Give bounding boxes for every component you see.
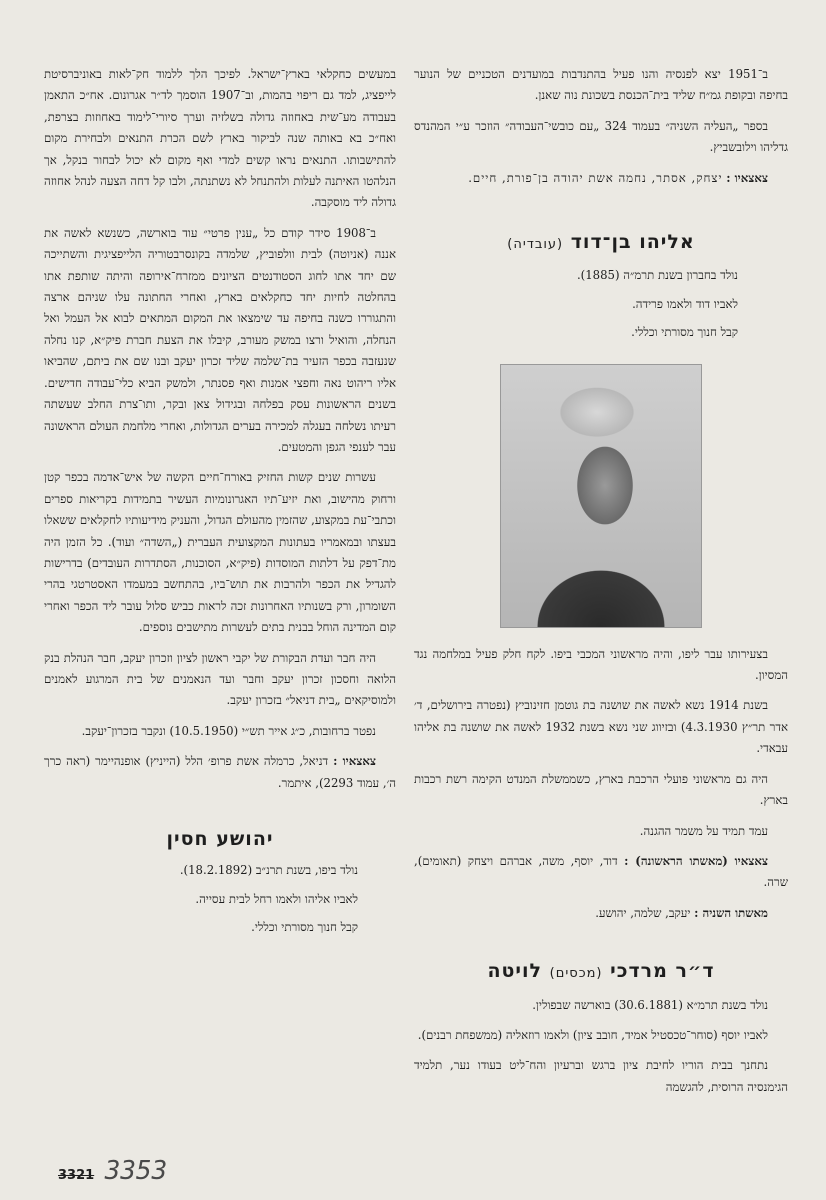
paragraph: עמד תמיד על משמר ההגנה.	[639, 823, 768, 838]
birth-line: נולד בחברון בשנת תרמ״ה (1885).	[576, 268, 738, 283]
descendants-text: דניאל, כרמלה אשת פרופ׳ הלל (הייניץ) אופנהיימר (ראה כרך ה׳, עמוד 2293), איתמר.	[44, 754, 396, 790]
paragraph: ב־1908 סידר קודם כל „ענין פרטי״ עוד בוארשה, כשנשא לאשה את אננה (אניוטה) לבית וולפוביץ, שלמדה בקונסרבטוריה הלייפציגית והשתייכה שם יחד אתו לחוג הסטודנטים הציונים ממזרח־אירופה והיתה שותפת אתו בהחלטה לחיות יחד כחקלאים בארץ, ואחרי החתונה עלו שניהם ארצה והתגוררו כשנה בחיפה עד שימצאו את המקום המתאים לבוא אל העמל ואל הנחלה, והואיל ורצו במשק מעורב, קיבלו את הצעת חברת פיק״א, קנו נחלה שנעזבה בכפר הזעיר בת־שלמה שליד זכרון יעקב ובנו שם את ביתם, שהביאו אליו ריהוט נאה וחפצי אמנות ואף פסנתר, ולמשק הביא כלי־עבודה חדישים. בשנים הראשונות עסק בפלחה ובגידול צאן ובקר, ותו־צרת החלב שעשתה רעיתו נשלחה בעגלה למכירה בערים הגדולות, ואחרי מלחמת העולם הראשונה עבר לענפי הגפן והמטעים.	[44, 225, 396, 454]
education-line: קבל חנוך מסורתי וכללי.	[631, 325, 738, 340]
descendants-text: יצחק, אסתר, נחמה אשת יהודה בן־פורת, חיים.	[468, 170, 723, 185]
paragraph: בצעירותו עבר ליפו, והיה מראשוני המכבי ביפו. לקח חלק פעיל במלחמה נגד המסיון.	[414, 646, 788, 683]
paragraph: עשרות שנים קשות החזיק באורח־חיים הקשה של איש־אדמה בכפר קטן ורחוק מהישוב, ואת יזיע־תיו האגרונומיות העשיר בתמידות בקריאות ספרים וכתבי־עת במקצוע, שהזמין מהעולם הגדול, והעניק מידיעותיו לחקלאים ששאלו בעצתו ובמאמריו בעתונות המקצועית העברית („השדה״ ועוד). כל הזמן היה מת־דפק על דלתות המוסדות (פיק״א, הסוכנות, הסתדרות העובדים) בדרישות להגדיל את הכפר ולהרבות את תוש־ביו, בהתחשב במעמדו האסטרטגי בהרי השומרון, ורק בשנותיו האחרונות זכה לראות כביש סלול עובר ליד הכפר ואחרי קום המדינה הוחל בבנית בתים לעשרות מתישבים נוספים.	[44, 470, 396, 635]
paragraph: בספר „העליה השניה״ בעמוד 324 „עם כובשי־העבודה״ הוזכר ע״י המהנדס גדליהו וילובשביץ.	[414, 118, 788, 155]
person-surname: לויטה	[487, 960, 543, 983]
birth-details	[44, 860, 396, 938]
paragraph: נולד בשנת תרמ״א (30.6.1881) בוארשה שבפולין.	[532, 997, 768, 1012]
person-alias: (עובדיה)	[507, 237, 564, 253]
person-alias: (מכסים)	[549, 966, 603, 982]
paragraph: ב־1951 יצא לפנסיה והנו פעיל בהתנדבות במועדנים הטכניים של הנוער בחיפה ובקופת גמ״ח שליד בית־הכנסת בשכונת נוה שאנן.	[414, 67, 788, 103]
descendants-label: צאצאיו :	[333, 754, 376, 769]
descendants-label: צאצאיו :	[726, 170, 768, 185]
portrait-photo	[500, 364, 702, 628]
descendants-label: צאצאיו (מאשתו הראשונה) :	[624, 853, 768, 868]
right-column	[414, 64, 788, 1107]
biography-heading	[44, 829, 396, 850]
descendants-text: יעקב, שלמה, יהושע.	[595, 905, 691, 920]
page-number	[58, 1156, 167, 1186]
paragraph: היה חבר ועדת הבקורת של יקבי ראשון לציון וזכרון יעקב, חבר הנהלת בנק הלואה וחסכון זכרון יעקב וחבר ועד הנאמנים של בית המרגוע לאמנים ולמוסיקאים „בית דניאל״ בזכרון יעקב.	[44, 650, 396, 708]
birth-details	[414, 265, 788, 343]
paragraph: היה גם מראשוני פועלי הרכבת בארץ, כשממשלת המנדט הקימה רשת רכבות בארץ.	[414, 771, 788, 808]
paragraph: נתחנך בבית הוריו לחיבת ציון ברגש וברעיון והח־ליט בעודו נער, תלמיד הגימנסיה הרוסית, להגשמה	[414, 1058, 788, 1094]
parents-line: לאביו אליהו ולאמו רחל לבית עסייה.	[195, 891, 358, 906]
left-column	[44, 64, 396, 939]
person-name: אליהו בן־דוד	[570, 231, 695, 254]
birth-line: נולד ביפו, בשנת תרנ״ב (18.2.1892).	[179, 863, 358, 878]
descendants-paragraph	[414, 903, 788, 924]
biography-heading	[414, 232, 788, 255]
paragraph: במעשים כחקלאי בארץ־ישראל. לפיכך הלך ללמוד חק־לאות באוניברסיטת לייפציג, למד גם ריפוי בהמות, וב־1907 הוסמך לד״ר אגרונום. אח״כ התאמן בעבודה מע־שית באחוזה גדולה בשלזיה וערך סיורי־לימוד באחוזות בצרפת, ואח״כ בא באותה שנה לביקור בארץ לשם הכרת התנאים ולבחירת מקום להתישבותו. התנאים נראו קשים למדי ואף מקום לא יכול לבחור בנקל, אך הנלהטו האיתנה לעלות ולהתנחל לא נשתנתה, ולבו קל דחה הצעה לנהל אחוזה גדולה ליד מוסקבה.	[44, 67, 396, 210]
paragraph: לאביו יוסף (סוחר־טכסטיל אמיד, חובב ציון) ולאמו רוזאליה (ממשפחת רבנים).	[417, 1027, 768, 1042]
descendants-label: מאשתו השניה :	[694, 905, 768, 920]
biography-heading	[414, 961, 788, 984]
handwritten-page-number: 3353	[104, 1156, 168, 1186]
parents-line: לאביו דוד ולאמו פרידה.	[632, 296, 738, 311]
paragraph: בשנת 1914 נשא לאשה את שושנה בת גוטמן חזינוביץ (נפטרה בירושלים, ד׳ אדר תר״ץ 4.3.1930) ובזיווג שני נשא בשנת 1932 לאשה את שושנה בת אליהו עבאדי.	[414, 698, 788, 756]
printed-page-number: 3321	[58, 1168, 95, 1183]
education-line: קבל חנוך מסורתי וכללי.	[251, 920, 358, 935]
paragraph: נפטר ברחובות, כ״ג אייר תש״י (10.5.1950) ונקבר בזכרון־יעקב.	[81, 723, 376, 738]
descendants-paragraph	[44, 751, 396, 794]
person-name: יהושע חסין	[166, 828, 274, 850]
descendants-paragraph	[414, 851, 788, 894]
descendants-paragraph	[414, 168, 788, 189]
person-name: ד״ר מרדכי	[610, 960, 715, 983]
descendants-text: דוד, יוסף, משה, אברהם ויצחק (תאומים), שרה.	[414, 853, 788, 890]
